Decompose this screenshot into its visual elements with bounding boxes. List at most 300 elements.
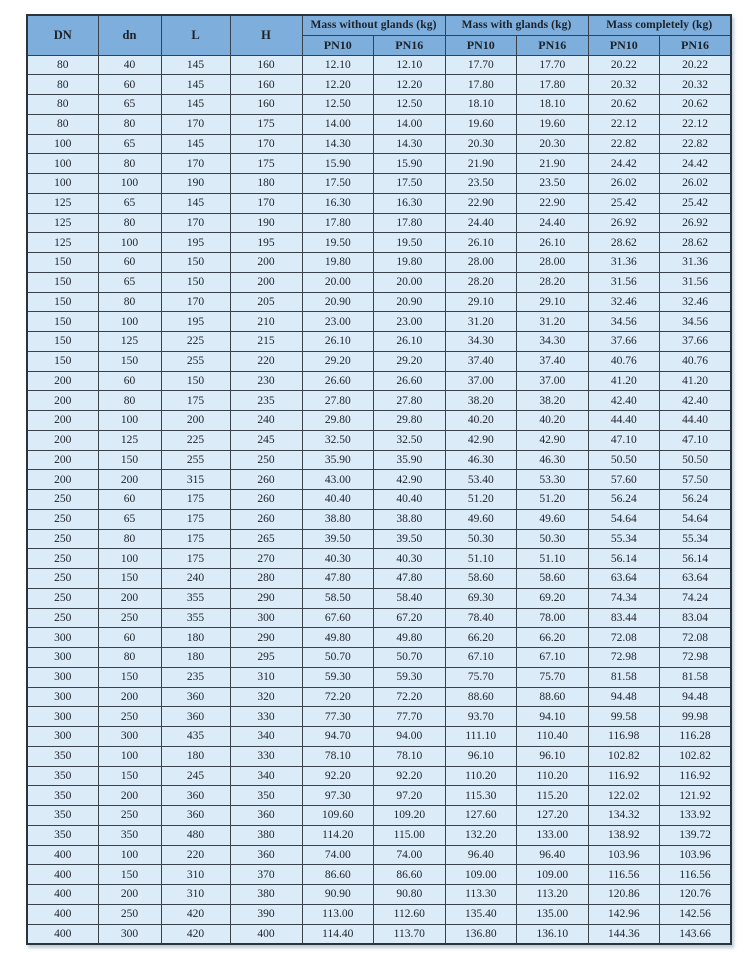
table-row (27, 411, 731, 431)
cell: 80 (98, 292, 161, 312)
cell: 100 (98, 312, 161, 332)
cell: 28.20 (445, 272, 517, 292)
table-row (27, 134, 731, 154)
cell: 370 (230, 865, 302, 885)
cell: 69.20 (517, 588, 589, 608)
cell: 240 (230, 411, 302, 431)
cell: 225 (161, 430, 230, 450)
cell: 110.20 (445, 766, 517, 786)
cell: 280 (230, 569, 302, 589)
cell: 220 (161, 845, 230, 865)
cell: 310 (161, 865, 230, 885)
cell: 18.10 (445, 95, 517, 115)
cell: 150 (27, 332, 98, 352)
cell: 170 (230, 193, 302, 213)
cell: 34.56 (660, 312, 732, 332)
cell: 72.20 (374, 687, 446, 707)
cell: 17.50 (374, 174, 446, 194)
cell: 94.10 (517, 707, 589, 727)
cell: 17.80 (517, 75, 589, 95)
cell: 270 (230, 549, 302, 569)
table-row (27, 549, 731, 569)
cell: 150 (27, 272, 98, 292)
table-row (27, 766, 731, 786)
cell: 114.20 (302, 825, 374, 845)
table-row (27, 174, 731, 194)
cell: 35.90 (374, 450, 446, 470)
cell: 20.90 (302, 292, 374, 312)
cell: 47.10 (660, 430, 732, 450)
table-row (27, 687, 731, 707)
cell: 390 (230, 904, 302, 924)
cell: 20.30 (445, 134, 517, 154)
cell: 20.00 (302, 272, 374, 292)
cell: 115.00 (374, 825, 446, 845)
cell: 86.60 (374, 865, 446, 885)
cell: 23.00 (302, 312, 374, 332)
cell: 215 (230, 332, 302, 352)
cell: 42.90 (517, 430, 589, 450)
cell: 355 (161, 608, 230, 628)
cell: 102.82 (660, 746, 732, 766)
cell: 150 (98, 667, 161, 687)
cell: 92.20 (374, 766, 446, 786)
cell: 72.08 (660, 628, 732, 648)
cell: 26.92 (660, 213, 732, 233)
cell: 210 (230, 312, 302, 332)
table-row (27, 746, 731, 766)
cell: 138.92 (588, 825, 660, 845)
cell: 125 (27, 233, 98, 253)
cell: 22.82 (660, 134, 732, 154)
cell: 175 (161, 509, 230, 529)
cell: 20.62 (660, 95, 732, 115)
cell: 35.90 (302, 450, 374, 470)
cell: 22.90 (517, 193, 589, 213)
cell: 116.56 (660, 865, 732, 885)
cell: 150 (98, 569, 161, 589)
cell: 43.00 (302, 470, 374, 490)
cell: 125 (27, 213, 98, 233)
cell: 80 (27, 95, 98, 115)
cell: 51.20 (517, 490, 589, 510)
cell: 28.62 (660, 233, 732, 253)
cell: 38.20 (517, 391, 589, 411)
cell: 60 (98, 75, 161, 95)
cell: 200 (98, 786, 161, 806)
cell: 20.90 (374, 292, 446, 312)
cell: 250 (27, 509, 98, 529)
cell: 32.50 (302, 430, 374, 450)
cell: 74.34 (588, 588, 660, 608)
cell: 100 (98, 174, 161, 194)
cell: 96.40 (445, 845, 517, 865)
table-row (27, 371, 731, 391)
table-row (27, 450, 731, 470)
cell: 39.50 (302, 529, 374, 549)
cell: 245 (230, 430, 302, 450)
cell: 32.46 (660, 292, 732, 312)
cell: 135.40 (445, 904, 517, 924)
cell: 235 (230, 391, 302, 411)
table-row (27, 509, 731, 529)
cell: 24.42 (588, 154, 660, 174)
cell: 94.70 (302, 727, 374, 747)
cell: 127.60 (445, 806, 517, 826)
cell: 94.48 (588, 687, 660, 707)
cell: 220 (230, 351, 302, 371)
cell: 113.20 (517, 885, 589, 905)
cell: 99.98 (660, 707, 732, 727)
cell: 42.40 (660, 391, 732, 411)
cell: 420 (161, 924, 230, 944)
cell: 295 (230, 648, 302, 668)
cell: 200 (98, 687, 161, 707)
cell: 96.10 (445, 746, 517, 766)
sub-header-pn10-completely: PN10 (588, 35, 660, 55)
cell: 28.62 (588, 233, 660, 253)
cell: 360 (230, 806, 302, 826)
cell: 42.90 (445, 430, 517, 450)
cell: 150 (27, 292, 98, 312)
cell: 420 (161, 904, 230, 924)
cell: 150 (161, 272, 230, 292)
cell: 78.40 (445, 608, 517, 628)
cell: 310 (161, 885, 230, 905)
cell: 255 (161, 450, 230, 470)
table-row (27, 924, 731, 944)
table-row (27, 727, 731, 747)
cell: 145 (161, 134, 230, 154)
cell: 49.60 (517, 509, 589, 529)
cell: 110.40 (517, 727, 589, 747)
cell: 116.56 (588, 865, 660, 885)
cell: 74.00 (302, 845, 374, 865)
cell: 175 (230, 154, 302, 174)
cell: 34.30 (517, 332, 589, 352)
cell: 37.66 (588, 332, 660, 352)
cell: 40.76 (588, 351, 660, 371)
cell: 380 (230, 885, 302, 905)
cell: 250 (98, 904, 161, 924)
table-row (27, 253, 731, 273)
cell: 260 (230, 490, 302, 510)
table-row (27, 75, 731, 95)
cell: 17.80 (302, 213, 374, 233)
cell: 17.70 (517, 55, 589, 75)
cell: 136.10 (517, 924, 589, 944)
cell: 40.20 (445, 411, 517, 431)
cell: 51.10 (445, 549, 517, 569)
cell: 170 (161, 114, 230, 134)
cell: 350 (27, 766, 98, 786)
cell: 103.96 (588, 845, 660, 865)
table-row (27, 490, 731, 510)
cell: 300 (27, 628, 98, 648)
cell: 80 (98, 648, 161, 668)
table-row (27, 312, 731, 332)
cell: 47.10 (588, 430, 660, 450)
cell: 50.50 (588, 450, 660, 470)
cell: 78.10 (302, 746, 374, 766)
cell: 100 (98, 845, 161, 865)
cell: 340 (230, 727, 302, 747)
cell: 50.50 (660, 450, 732, 470)
cell: 350 (230, 786, 302, 806)
cell: 12.20 (302, 75, 374, 95)
cell: 21.90 (517, 154, 589, 174)
cell: 34.56 (588, 312, 660, 332)
table-row (27, 608, 731, 628)
sub-header-pn16-completely: PN16 (660, 35, 732, 55)
cell: 250 (27, 588, 98, 608)
cell: 23.50 (517, 174, 589, 194)
cell: 200 (27, 411, 98, 431)
cell: 80 (98, 154, 161, 174)
cell: 14.30 (302, 134, 374, 154)
cell: 355 (161, 588, 230, 608)
cell: 37.00 (445, 371, 517, 391)
cell: 72.98 (588, 648, 660, 668)
cell: 142.56 (660, 904, 732, 924)
cell: 34.30 (445, 332, 517, 352)
cell: 63.64 (660, 569, 732, 589)
cell: 38.20 (445, 391, 517, 411)
cell: 110.20 (517, 766, 589, 786)
table-row (27, 95, 731, 115)
cell: 350 (98, 825, 161, 845)
cell: 31.56 (660, 272, 732, 292)
cell: 125 (27, 193, 98, 213)
cell: 250 (98, 806, 161, 826)
cell: 360 (161, 687, 230, 707)
cell: 63.64 (588, 569, 660, 589)
cell: 93.70 (445, 707, 517, 727)
table-row (27, 865, 731, 885)
cell: 150 (27, 253, 98, 273)
cell: 72.08 (588, 628, 660, 648)
cell: 26.10 (445, 233, 517, 253)
cell: 114.40 (302, 924, 374, 944)
cell: 400 (27, 924, 98, 944)
cell: 27.80 (374, 391, 446, 411)
cell: 75.70 (445, 667, 517, 687)
cell: 17.80 (374, 213, 446, 233)
cell: 15.90 (302, 154, 374, 174)
cell: 200 (27, 391, 98, 411)
cell: 20.22 (588, 55, 660, 75)
cell: 360 (161, 707, 230, 727)
cell: 20.62 (588, 95, 660, 115)
table-row (27, 569, 731, 589)
cell: 55.34 (660, 529, 732, 549)
cell: 50.30 (517, 529, 589, 549)
cell: 170 (161, 213, 230, 233)
cell: 121.92 (660, 786, 732, 806)
cell: 23.00 (374, 312, 446, 332)
cell: 41.20 (588, 371, 660, 391)
cell: 47.80 (302, 569, 374, 589)
sub-header-pn16-without: PN16 (374, 35, 446, 55)
cell: 16.30 (374, 193, 446, 213)
cell: 80 (98, 114, 161, 134)
cell: 78.00 (517, 608, 589, 628)
cell: 44.40 (588, 411, 660, 431)
flange-mass-table (26, 14, 732, 945)
cell: 27.80 (302, 391, 374, 411)
cell: 111.10 (445, 727, 517, 747)
cell: 116.28 (660, 727, 732, 747)
cell: 58.50 (302, 588, 374, 608)
cell: 66.20 (445, 628, 517, 648)
cell: 255 (161, 351, 230, 371)
cell: 12.50 (374, 95, 446, 115)
table-row (27, 628, 731, 648)
cell: 195 (161, 312, 230, 332)
cell: 67.10 (517, 648, 589, 668)
cell: 290 (230, 628, 302, 648)
cell: 40.40 (374, 490, 446, 510)
cell: 74.00 (374, 845, 446, 865)
cell: 69.30 (445, 588, 517, 608)
cell: 54.64 (660, 509, 732, 529)
cell: 37.40 (445, 351, 517, 371)
cell: 134.32 (588, 806, 660, 826)
cell: 113.70 (374, 924, 446, 944)
cell: 80 (27, 55, 98, 75)
cell: 77.70 (374, 707, 446, 727)
cell: 350 (27, 806, 98, 826)
cell: 135.00 (517, 904, 589, 924)
cell: 22.82 (588, 134, 660, 154)
cell: 26.02 (588, 174, 660, 194)
table-row (27, 588, 731, 608)
cell: 40.20 (517, 411, 589, 431)
cell: 21.90 (445, 154, 517, 174)
cell: 250 (27, 549, 98, 569)
cell: 330 (230, 746, 302, 766)
cell: 20.22 (660, 55, 732, 75)
cell: 125 (98, 332, 161, 352)
cell: 205 (230, 292, 302, 312)
cell: 240 (161, 569, 230, 589)
table-row (27, 193, 731, 213)
cell: 67.20 (374, 608, 446, 628)
cell: 29.10 (445, 292, 517, 312)
cell: 330 (230, 707, 302, 727)
cell: 86.60 (302, 865, 374, 885)
cell: 40 (98, 55, 161, 75)
group-header-mass-without-glands: Mass without glands (kg) (302, 15, 445, 35)
sub-header-pn10-with: PN10 (445, 35, 517, 55)
cell: 97.30 (302, 786, 374, 806)
cell: 170 (161, 292, 230, 312)
table-row (27, 332, 731, 352)
table-row (27, 806, 731, 826)
cell: 59.30 (302, 667, 374, 687)
cell: 51.10 (517, 549, 589, 569)
cell: 19.60 (445, 114, 517, 134)
cell: 20.32 (588, 75, 660, 95)
cell: 37.00 (517, 371, 589, 391)
cell: 75.70 (517, 667, 589, 687)
cell: 116.98 (588, 727, 660, 747)
cell: 92.20 (302, 766, 374, 786)
cell: 38.80 (302, 509, 374, 529)
cell: 400 (27, 904, 98, 924)
cell: 60 (98, 253, 161, 273)
cell: 200 (161, 411, 230, 431)
cell: 112.60 (374, 904, 446, 924)
cell: 480 (161, 825, 230, 845)
cell: 22.12 (588, 114, 660, 134)
cell: 38.80 (374, 509, 446, 529)
cell: 19.80 (374, 253, 446, 273)
cell: 60 (98, 371, 161, 391)
cell: 350 (27, 746, 98, 766)
col-header-DN: DN (27, 15, 98, 55)
cell: 17.70 (445, 55, 517, 75)
table-row (27, 667, 731, 687)
cell: 150 (161, 253, 230, 273)
group-header-mass-completely: Mass completely (kg) (588, 15, 731, 35)
cell: 46.30 (445, 450, 517, 470)
cell: 300 (27, 727, 98, 747)
cell: 320 (230, 687, 302, 707)
cell: 200 (230, 272, 302, 292)
cell: 100 (98, 233, 161, 253)
cell: 300 (27, 667, 98, 687)
cell: 28.20 (517, 272, 589, 292)
cell: 66.20 (517, 628, 589, 648)
cell: 145 (161, 75, 230, 95)
cell: 109.00 (517, 865, 589, 885)
cell: 65 (98, 272, 161, 292)
table-header (27, 15, 731, 55)
cell: 24.40 (517, 213, 589, 233)
cell: 100 (27, 154, 98, 174)
cell: 88.60 (445, 687, 517, 707)
cell: 24.42 (660, 154, 732, 174)
cell: 25.42 (588, 193, 660, 213)
cell: 125 (98, 430, 161, 450)
cell: 300 (98, 727, 161, 747)
cell: 12.20 (374, 75, 446, 95)
cell: 72.98 (660, 648, 732, 668)
cell: 29.20 (302, 351, 374, 371)
cell: 12.10 (302, 55, 374, 75)
cell: 56.14 (660, 549, 732, 569)
cell: 29.20 (374, 351, 446, 371)
cell: 175 (161, 549, 230, 569)
cell: 49.80 (302, 628, 374, 648)
cell: 300 (98, 924, 161, 944)
cell: 26.60 (302, 371, 374, 391)
cell: 250 (27, 529, 98, 549)
cell: 350 (27, 825, 98, 845)
table-body (27, 55, 731, 944)
cell: 20.00 (374, 272, 446, 292)
cell: 116.92 (660, 766, 732, 786)
cell: 65 (98, 193, 161, 213)
cell: 180 (230, 174, 302, 194)
cell: 150 (98, 865, 161, 885)
cell: 180 (161, 628, 230, 648)
cell: 250 (230, 450, 302, 470)
cell: 20.32 (660, 75, 732, 95)
cell: 150 (161, 371, 230, 391)
cell: 115.20 (517, 786, 589, 806)
